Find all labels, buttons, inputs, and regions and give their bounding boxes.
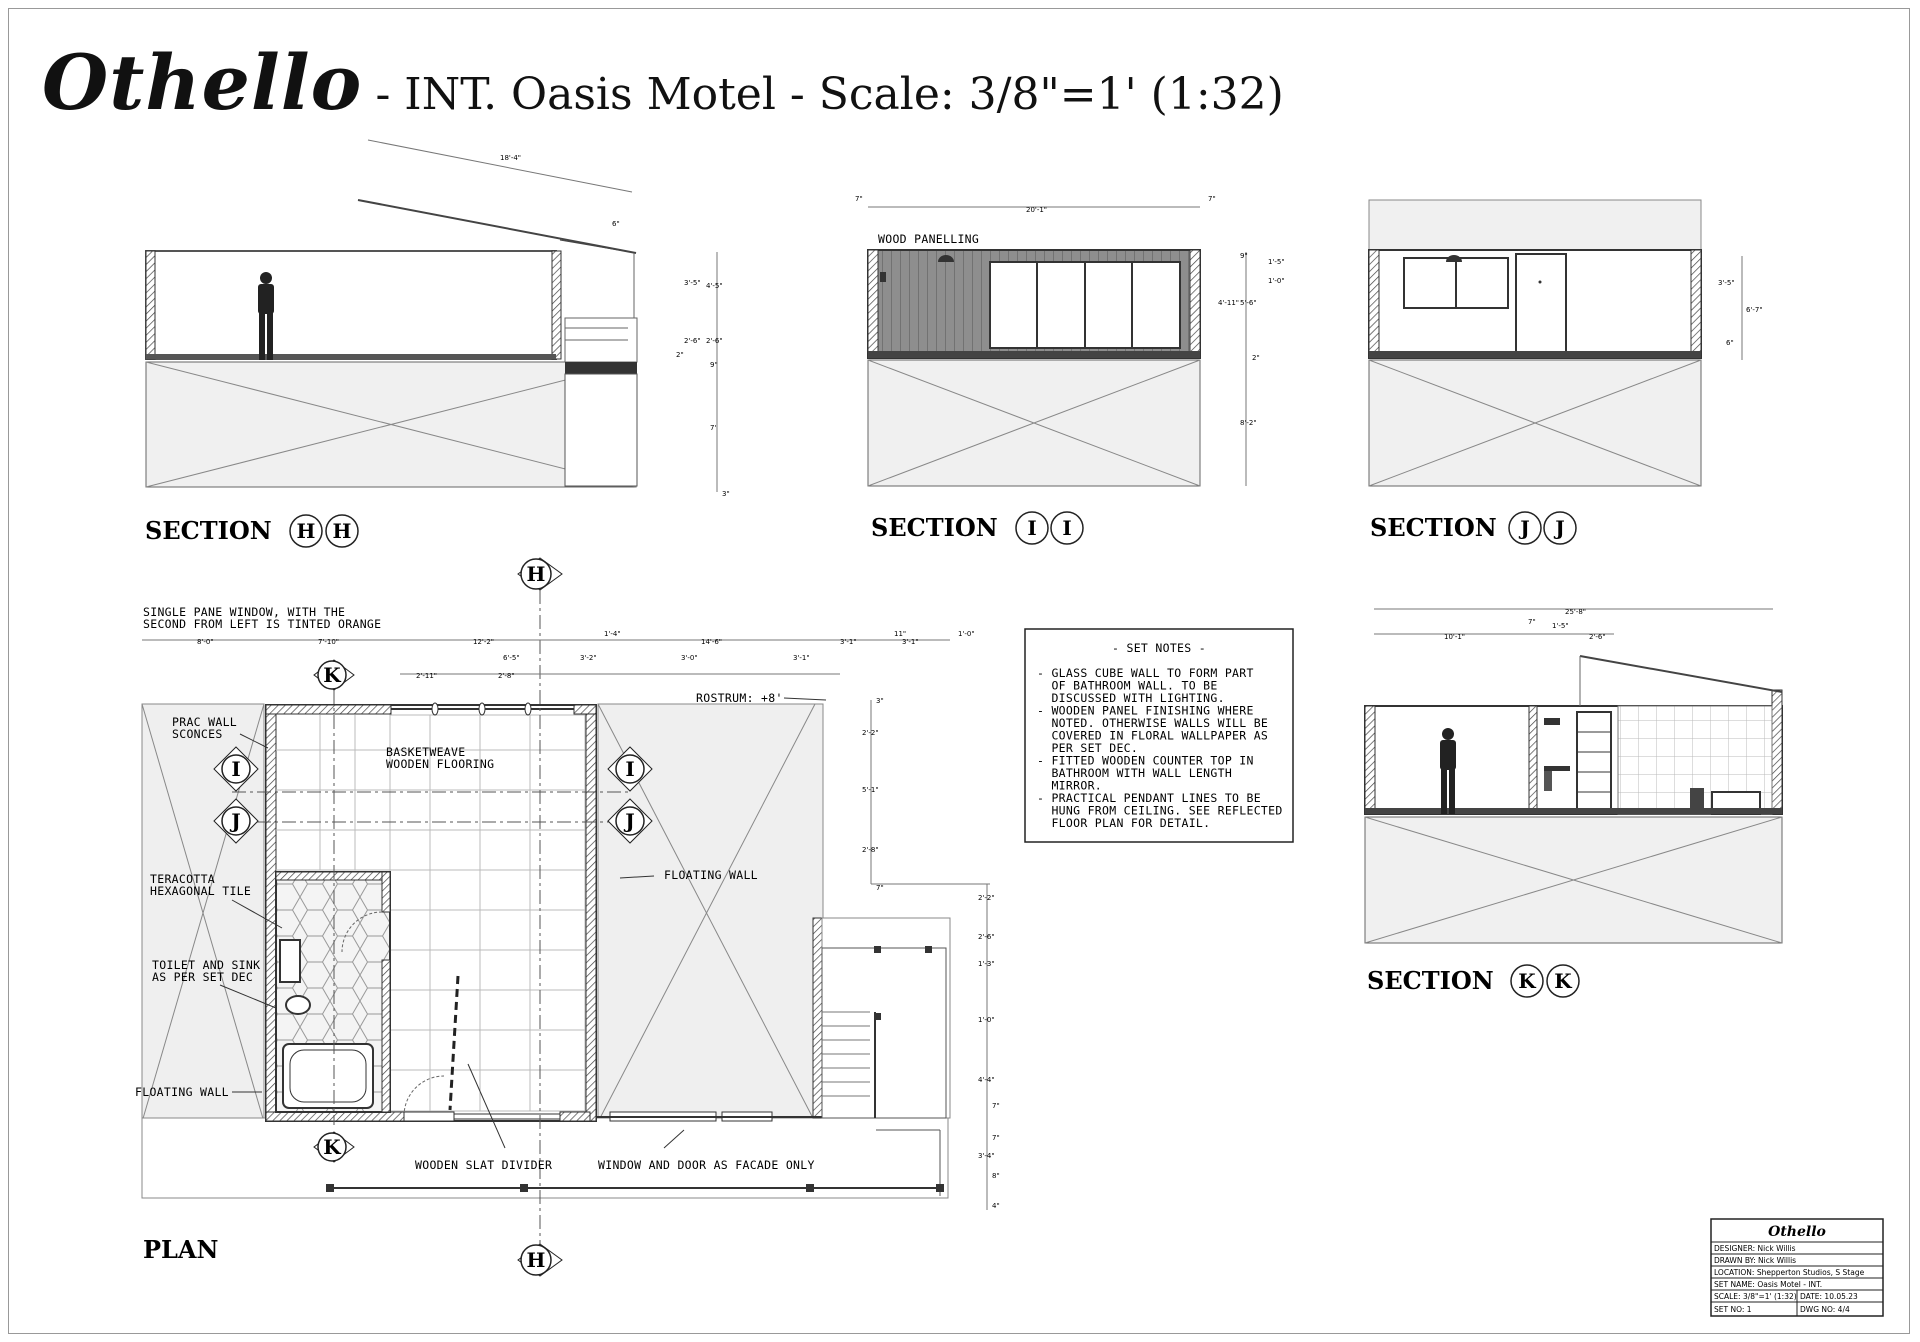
plan-dim-mid: 2'-11" (416, 672, 438, 680)
section-hh-drawing (146, 140, 730, 498)
section-hh-bubble (290, 515, 358, 547)
plan-dim-top: 12'-2" (473, 638, 495, 646)
set-note-line: BATHROOM WITH WALL LENGTH (1037, 766, 1233, 780)
plan-dim-mid: 3'-1" (793, 654, 810, 662)
dim-hh-6: 9" (710, 361, 718, 369)
slat-divider-note: WOODEN SLAT DIVIDER (415, 1158, 553, 1172)
section-kk-label: SECTION (1367, 966, 1494, 995)
plan-dim-right2: 3'-4" (978, 1152, 995, 1160)
plan-dim-top: 14'-6" (701, 638, 723, 646)
floating-wall-right-note: FLOATING WALL (664, 868, 758, 882)
section-kk-bubble (1511, 965, 1579, 997)
set-note-line: - PRACTICAL PENDANT LINES TO BE (1037, 791, 1261, 805)
set-note-line: NOTED. OTHERWISE WALLS WILL BE (1037, 716, 1269, 730)
dim-hh-top: 18'-4" (500, 154, 522, 162)
dim-ii-l: 7" (855, 195, 863, 203)
svg-text:H: H (526, 562, 546, 586)
toilet-note: TOILET AND SINK (152, 958, 261, 972)
tb-scale: SCALE: 3/8"=1' (1:32) (1714, 1292, 1797, 1301)
plan-label: PLAN (143, 1235, 219, 1264)
flooring-note: WOODEN FLOORING (386, 757, 495, 771)
plan-drawing (142, 590, 1000, 1250)
plan-dim-top: 1'-0" (958, 630, 975, 638)
dim-jj-1: 3'-5" (1718, 279, 1735, 287)
section-ii-label: SECTION (871, 513, 998, 542)
svg-text:J: J (1520, 516, 1530, 540)
rostrum-note: ROSTRUM: +8' (696, 691, 783, 705)
plan-dim-right: 3" (876, 697, 884, 705)
tb-set-no: SET NO: 1 (1714, 1305, 1752, 1314)
window-note: SECOND FROM LEFT IS TINTED ORANGE (143, 617, 382, 631)
section-ii-bubble (1016, 512, 1083, 544)
title-block-logo: Othello (1768, 1224, 1826, 1240)
svg-text:I: I (1062, 516, 1072, 540)
set-notes-heading: - SET NOTES - (1112, 641, 1206, 655)
flooring-note: BASKETWEAVE (386, 745, 466, 759)
set-note-line: - GLASS CUBE WALL TO FORM PART (1037, 666, 1254, 680)
section-hh-label: SECTION (145, 516, 272, 545)
sconces-note: PRAC WALL (172, 715, 238, 729)
svg-text:J: J (1555, 516, 1565, 540)
title-block (1711, 1219, 1883, 1316)
section-jj-drawing (1369, 200, 1763, 486)
dim-hh-7: 7' (710, 424, 717, 432)
plan-dim-mid: 6'-5" (503, 654, 520, 662)
plan-dim-top: 7'-10" (318, 638, 340, 646)
dim-hh-2: 4'-5" (706, 282, 723, 290)
dim-hh-3: 2'-6" (684, 337, 701, 345)
tile-note: HEXAGONAL TILE (150, 884, 252, 898)
toilet-note: AS PER SET DEC (152, 970, 254, 984)
set-note-line: - WOODEN PANEL FINISHING WHERE (1037, 703, 1254, 718)
svg-text:H: H (296, 519, 316, 543)
dim-ii-2: 1'-5" (1268, 258, 1285, 266)
plan-dim-top: 8'-0" (197, 638, 214, 646)
plan-dim-right2: 4" (992, 1202, 1000, 1210)
plan-dim-right: 2'-2" (862, 729, 879, 737)
title-subtitle: - INT. Oasis Motel - Scale: 3/8"=1' (1:32) (375, 69, 1284, 120)
tile-note: TERACOTTA (150, 872, 216, 886)
plan-dim-top: 3'-1" (902, 638, 919, 646)
window-note: SINGLE PANE WINDOW, WITH THE (143, 605, 346, 619)
set-note-line: COVERED IN FLORAL WALLPAPER AS (1037, 728, 1269, 743)
svg-text:I: I (1027, 516, 1037, 540)
section-kk-drawing (1365, 608, 1782, 943)
tb-designer: DESIGNER: Nick Willis (1714, 1244, 1796, 1253)
set-note-line: DISCUSSED WITH LIGHTING. (1037, 691, 1225, 705)
wood-panelling-note: WOOD PANELLING (878, 232, 980, 246)
dim-jj-3: 6" (1726, 339, 1734, 347)
dim-ii-1: 9" (1240, 252, 1248, 260)
floating-wall-left-note: FLOATING WALL (135, 1085, 229, 1099)
svg-text:K: K (323, 663, 341, 687)
plan-dim-right2: 2'-6" (978, 933, 995, 941)
dim-hh-5: 2" (676, 351, 684, 359)
plan-dim-top: 3'-1" (840, 638, 857, 646)
dim-ii-7: 8'-2" (1240, 419, 1257, 427)
tb-location: LOCATION: Shepperton Studios, S Stage (1714, 1268, 1865, 1277)
svg-text:H: H (526, 1248, 546, 1272)
plan-bubble-h-bottom (518, 1244, 562, 1276)
set-note-line: HUNG FROM CEILING. SEE REFLECTED (1037, 803, 1283, 818)
dim-ii-r: 7" (1208, 195, 1216, 203)
dim-jj-2: 6'-7" (1746, 306, 1763, 314)
plan-dim-right2: 4'-4" (978, 1076, 995, 1084)
plan-dim-right2: 7" (992, 1134, 1000, 1142)
svg-text:K: K (323, 1135, 341, 1159)
tb-set-name: SET NAME: Oasis Motel - INT. (1714, 1280, 1823, 1289)
set-note-line: OF BATHROOM WALL. TO BE (1037, 678, 1218, 693)
svg-text:J: J (231, 809, 241, 833)
plan-bubble-h-top (518, 558, 562, 590)
plan-bubble-k-top (314, 660, 354, 690)
dim-hh-4: 2'-6" (706, 337, 723, 345)
dim-kk-3: 1'-5" (1552, 622, 1569, 630)
plan-dim-top2: 1'-4" (604, 630, 621, 638)
set-notes-box (1025, 629, 1293, 842)
set-note-line: - FITTED WOODEN COUNTER TOP IN (1037, 753, 1254, 768)
plan-dim-right: 2'-8" (862, 846, 879, 854)
dim-kk-4: 2'-6" (1589, 633, 1606, 641)
plan-dim-mid: 3'-2" (580, 654, 597, 662)
plan-dim-mid: 3'-0" (681, 654, 698, 662)
plan-dim-right2: 2'-2" (978, 894, 995, 902)
set-note-line: FLOOR PLAN FOR DETAIL. (1037, 816, 1211, 830)
svg-text:H: H (332, 519, 352, 543)
plan-dim-mid: 2'-8" (498, 672, 515, 680)
tb-date: DATE: 10.05.23 (1800, 1292, 1858, 1301)
tb-drawn-by: DRAWN BY: Nick Willis (1714, 1256, 1797, 1265)
set-note-line: PER SET DEC. (1037, 741, 1139, 755)
plan-dim-right2: 1'-3" (978, 960, 995, 968)
dim-kk-top: 25'-8" (1565, 608, 1587, 616)
sconces-note: SCONCES (172, 727, 223, 741)
dim-hh-8: 3" (722, 490, 730, 498)
set-note-line: MIRROR. (1037, 778, 1103, 793)
svg-text:I: I (625, 757, 635, 781)
svg-text:J: J (625, 809, 635, 833)
othello-logo: Othello (42, 38, 363, 127)
dim-kk-2: 7" (1528, 618, 1536, 626)
section-jj-label: SECTION (1370, 513, 1497, 542)
svg-text:K: K (1554, 969, 1572, 993)
dim-kk-1: 10'-1" (1444, 633, 1466, 641)
plan-dim-right2: 7" (992, 1102, 1000, 1110)
section-jj-bubble (1509, 512, 1576, 544)
plan-dim-top2: 11" (894, 630, 907, 638)
dim-ii-3: 1'-0" (1268, 277, 1285, 285)
dim-hh-1: 3'-5" (684, 279, 701, 287)
plan-dim-right2: 8" (992, 1172, 1000, 1180)
plan-dim-right: 7" (876, 884, 884, 892)
facade-note: WINDOW AND DOOR AS FACADE ONLY (598, 1158, 815, 1172)
dim-ii-top: 20'-1" (1026, 206, 1048, 214)
plan-dim-right2: 1'-0" (978, 1016, 995, 1024)
dim-ii-4: 4'-11" (1218, 299, 1240, 307)
svg-text:I: I (231, 757, 241, 781)
tb-dwg-no: DWG NO: 4/4 (1800, 1305, 1850, 1314)
svg-text:K: K (1518, 969, 1536, 993)
plan-dim-right: 5'-1" (862, 786, 879, 794)
dim-ii-5: 5'-6" (1240, 299, 1257, 307)
dim-hh-angle: 6" (612, 220, 620, 228)
dim-ii-6: 2" (1252, 354, 1260, 362)
